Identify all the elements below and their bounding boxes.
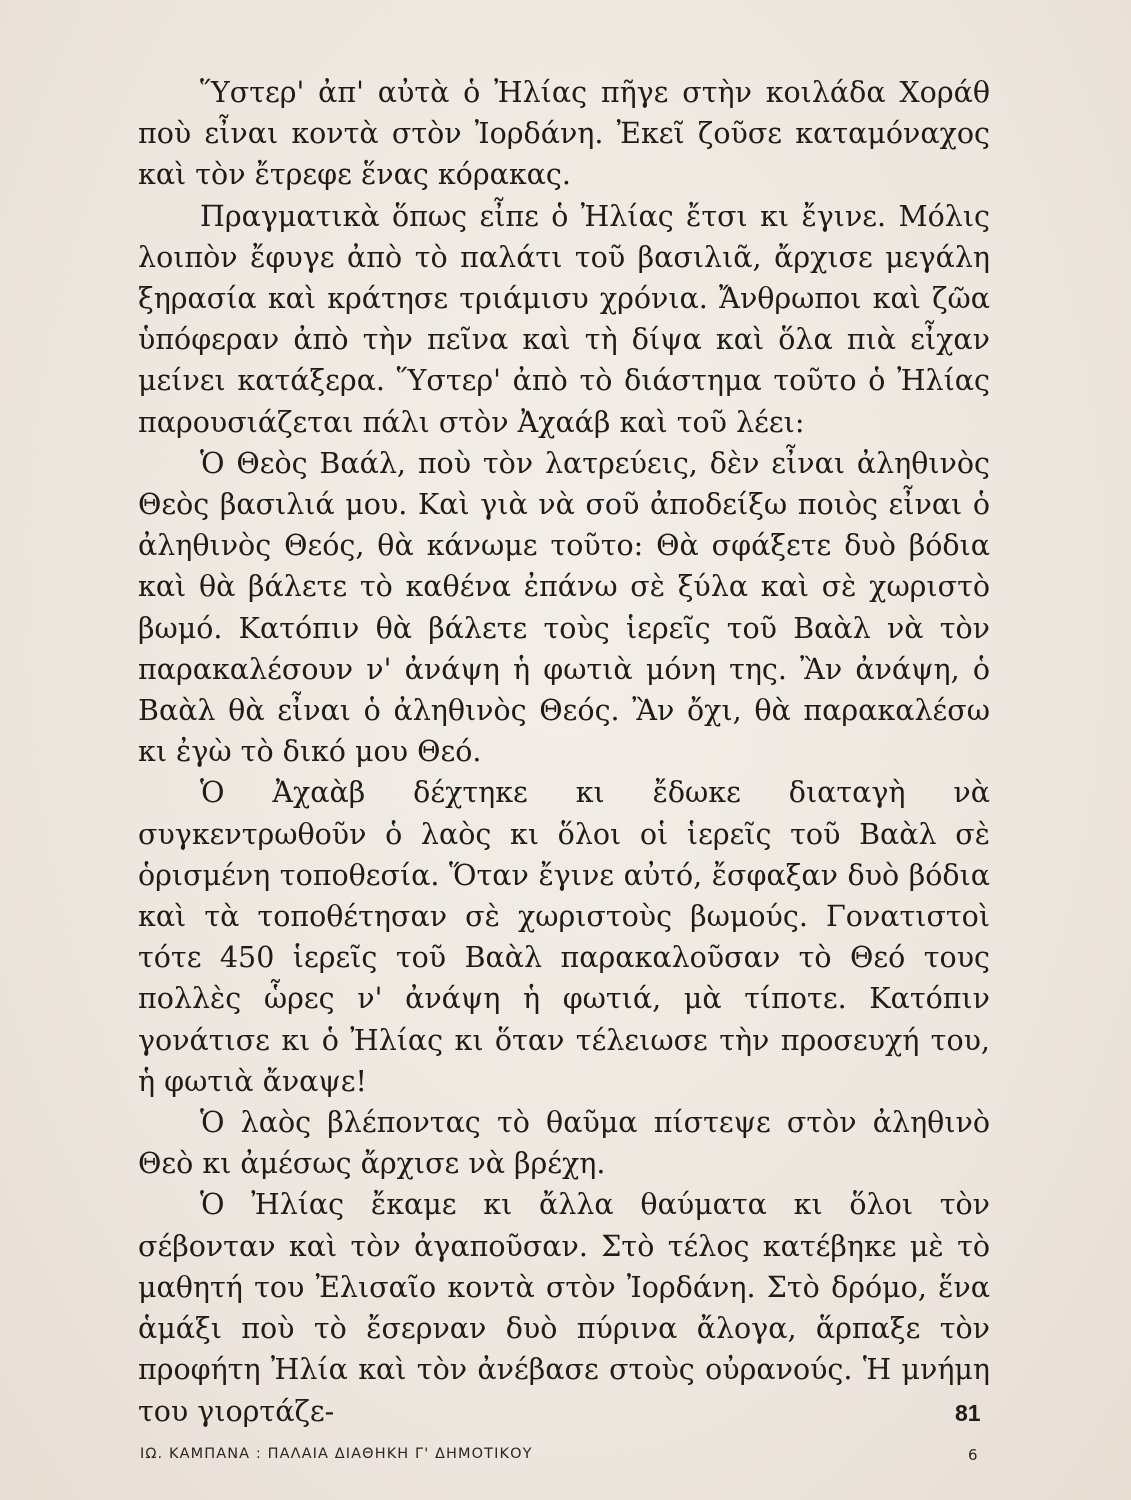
page-number: 81 xyxy=(955,1400,981,1426)
body-text xyxy=(138,62,990,1432)
paragraph: Ὁ Ἠλίας ἔκαμε κι ἄλλα θαύματα κι ὅλοι τὸν σέβονταν καὶ τὸν ἀγαποῦσαν. Στὸ τέλος κατέβηκε μὲ τὸ μαθητή του Ἐλισαῖο κοντὰ στὸν Ἰορδάνη. Στὸ δρόμο, ἕνα ἁμάξι ποὺ τὸ ἔσερναν δυὸ πύρινα ἄλογα, ἅρπαξε τὸν προφήτη Ἠλία καὶ τὸν ἀνέβασε στοὺς οὐρανούς. Ἡ μνήμη του γιορτάζε- xyxy=(138,1188,990,1428)
signature-mark: 6 xyxy=(968,1446,978,1464)
paragraph: Ὕστερ' ἀπ' αὐτὰ ὁ Ἠλίας πῆγε στὴν κοιλάδα Χοράθ ποὺ εἶναι κοντὰ στὸν Ἰορδάνη. Ἐκεῖ ζοῦσε καταμόναχος καὶ τὸν ἔτρεφε ἕνας κόρακας. xyxy=(138,76,990,192)
paragraph: Ὁ Θεὸς Βαάλ, ποὺ τὸν λατρεύεις, δὲν εἶναι ἀληθινὸς Θεὸς βασιλιά μου. Καὶ γιὰ νὰ σοῦ ἀποδείξω ποιὸς εἶναι ὁ ἀληθινὸς Θεός, θὰ κάνωμε τοῦτο: Θὰ σφάξετε δυὸ βόδια καὶ θὰ βάλετε τὸ καθένα ἐπάνω σὲ ξύλα καὶ σὲ χωριστὸ βωμό. Κατόπιν θὰ βάλετε τοὺς ἱερεῖς τοῦ Βαὰλ νὰ τὸν παρακαλέσουν ν' ἀνάψη ἡ φωτιὰ μόνη της. Ἂν ἀνάψη, ὁ Βαὰλ θὰ εἶναι ὁ ἀληθινὸς Θεός. Ἂν ὄχι, θὰ παρακαλέσω κι ἐγὼ τὸ δικό μου Θεό. xyxy=(138,446,990,769)
paragraph: Πραγματικὰ ὅπως εἶπε ὁ Ἠλίας ἔτσι κι ἔγινε. Μόλις λοιπὸν ἔφυγε ἀπὸ τὸ παλάτι τοῦ βασιλιᾶ, ἄρχισε μεγάλη ξηρασία καὶ κράτησε τριάμισυ χρόνια. Ἄνθρωποι καὶ ζῶα ὑπόφεραν ἀπὸ τὴν πεῖνα καὶ τὴ δίψα καὶ ὅλα πιὰ εἶχαν μείνει κατάξερα. Ὕστερ' ἀπὸ τὸ διάστημα τοῦτο ὁ Ἠλίας παρουσιάζεται πάλι στὸν Ἀχαάβ καὶ τοῦ λέει: xyxy=(138,199,990,439)
footer-credit: ΙΩ. ΚΑΜΠΑΝΑ : ΠΑΛΑΙΑ ΔΙΑΘΗΚΗ Γ' ΔΗΜΟΤΙΚΟΥ xyxy=(140,1446,533,1462)
paragraph: Ὁ Ἀχαὰβ δέχτηκε κι ἔδωκε διαταγὴ νὰ συγκεντρωθοῦν ὁ λαὸς κι ὅλοι οἱ ἱερεῖς τοῦ Βαὰλ σὲ ὁρισμένη τοποθεσία. Ὅταν ἔγινε αὐτό, ἔσφαξαν δυὸ βόδια καὶ τὰ τοποθέτησαν σὲ χωριστοὺς βωμούς. Γονατιστοὶ τότε 450 ἱερεῖς τοῦ Βαὰλ παρακαλοῦσαν τὸ Θεό τους πολλὲς ὧρες ν' ἀνάψη ἡ φωτιά, μὰ τίποτε. Κατόπιν γονάτισε κι ὁ Ἠλίας κι ὅταν τέλειωσε τὴν προσευχή του, ἡ φωτιὰ ἄναψε! xyxy=(138,776,990,1098)
paragraph: Ὁ λαὸς βλέποντας τὸ θαῦμα πίστεψε στὸν ἀληθινὸ Θεὸ κι ἀμέσως ἄρχισε νὰ βρέχη. xyxy=(138,1106,990,1181)
